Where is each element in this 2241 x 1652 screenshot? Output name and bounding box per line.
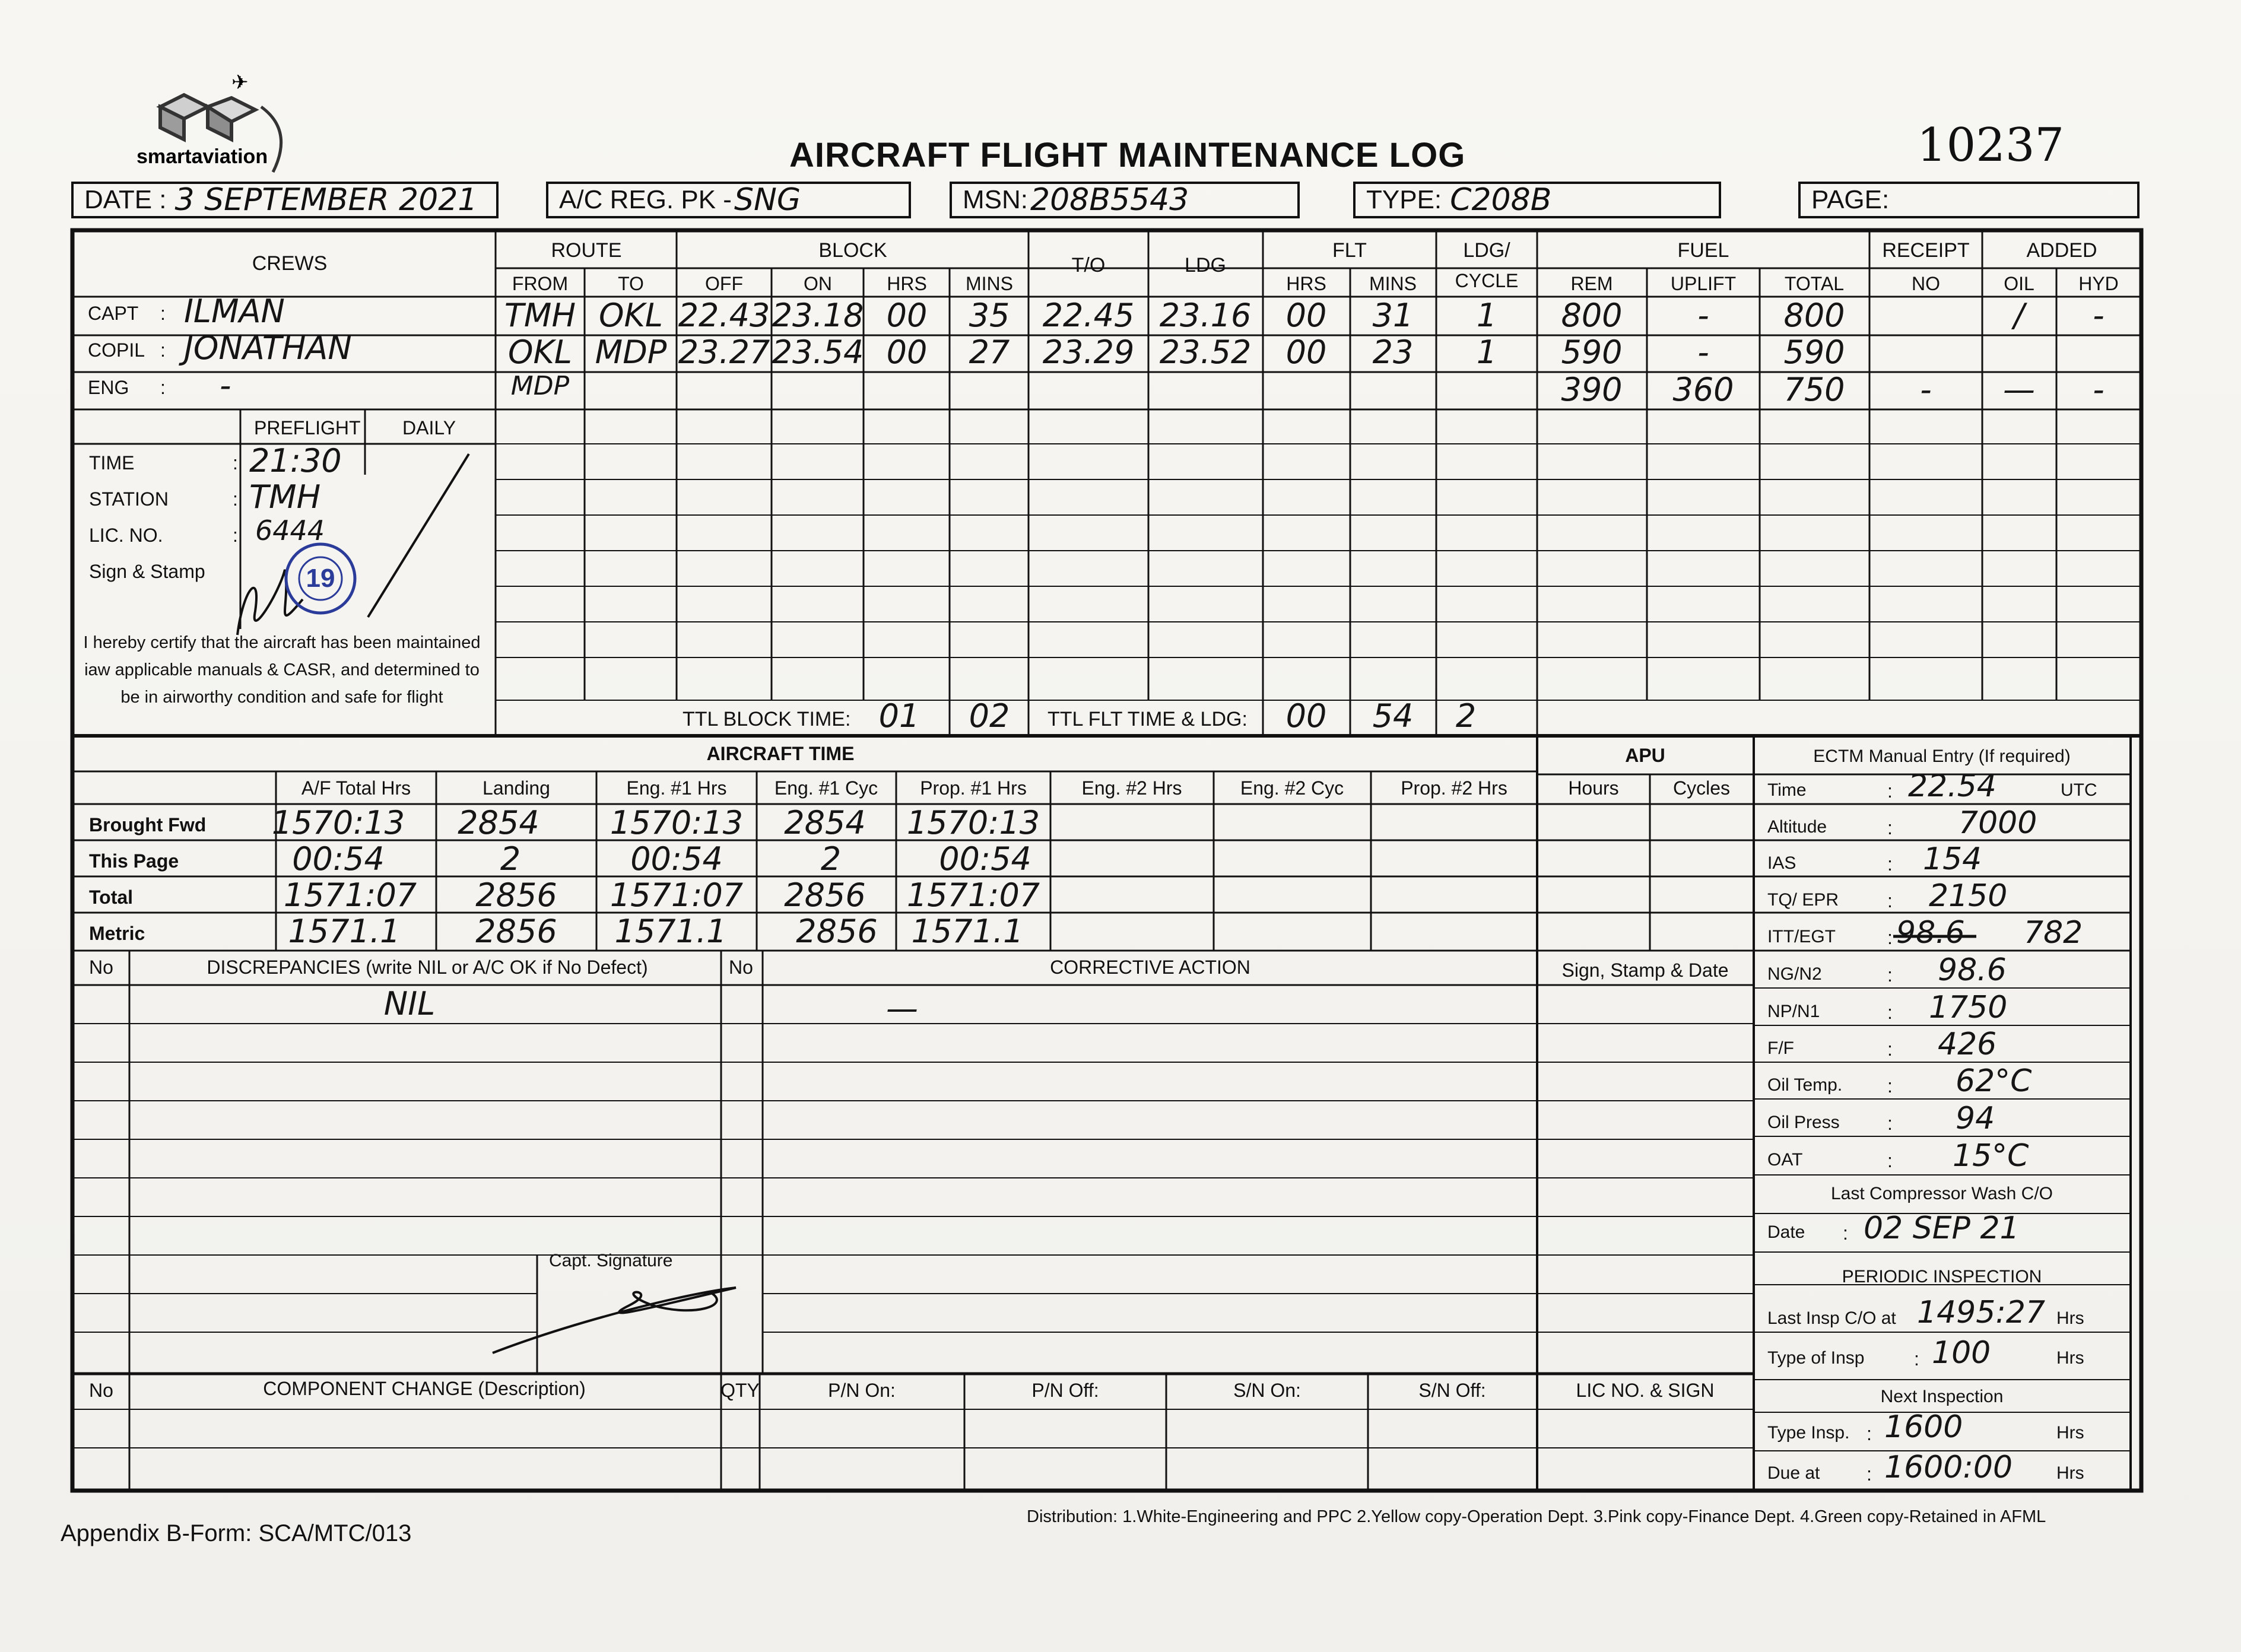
capt-signature-label: Capt. Signature	[549, 1251, 673, 1270]
distribution-note: Distribution: 1.White-Engineering and PPC 2.Yellow copy-Operation Dept. 3.Pink copy-Finance Dept. 4.Green copy-Retained in AFML	[1027, 1507, 2046, 1526]
ectm-oat-label: OAT	[1767, 1150, 1803, 1170]
crew-name-capt: ILMAN	[184, 293, 285, 330]
tot-landing: 2856	[475, 876, 557, 914]
row-total: Total	[89, 887, 134, 908]
preflight-lic-value: 6444	[255, 514, 325, 547]
leg1-hrs: 00	[886, 297, 928, 334]
row-metric: Metric	[89, 923, 145, 944]
leg2-rem: 590	[1561, 333, 1623, 371]
ectm-ias-label: IAS	[1767, 853, 1796, 873]
route-header: ROUTE	[551, 239, 622, 262]
due-at-hrs: Hrs	[2056, 1463, 2084, 1483]
leg3-total: 750	[1783, 371, 1845, 408]
ectm-oil-press-label: Oil Press	[1767, 1113, 1840, 1132]
ttl-block-mins: 02	[969, 697, 1010, 735]
preflight-station-value: TMH	[249, 478, 321, 516]
last-insp-hrs: Hrs	[2056, 1308, 2084, 1328]
receipt-no-header: NO	[1912, 273, 1940, 294]
bf-eng1-cyc: 2854	[784, 804, 866, 841]
met-prop1-hrs: 1571.1	[911, 913, 1024, 950]
leg1-to-time: 22.45	[1042, 297, 1135, 334]
next-type-value: 1600	[1884, 1409, 1963, 1445]
leg2-ldg: 23.52	[1159, 333, 1252, 371]
ectm-tq-value: 2150	[1929, 878, 2008, 914]
next-inspection-title: Next Inspection	[1880, 1387, 2004, 1406]
oil-header: OIL	[2004, 273, 2034, 294]
col-eng1-hrs: Eng. #1 Hrs	[626, 777, 727, 799]
ttl-block-label: TTL BLOCK TIME:	[683, 708, 851, 730]
last-insp-value: 1495:27	[1917, 1295, 2046, 1330]
leg2-total: 590	[1783, 333, 1845, 371]
met-eng1-cyc: 2856	[796, 913, 878, 950]
type-value: C208B	[1450, 182, 1552, 218]
daily-label: DAILY	[402, 417, 456, 439]
col-eng1-cyc: Eng. #1 Cyc	[774, 777, 878, 799]
capt-signature-scribble	[493, 1288, 736, 1353]
apu-hours: Hours	[1568, 777, 1619, 799]
corrective-no-label: No	[729, 957, 753, 978]
leg2-flt-mins: 23	[1372, 333, 1414, 371]
ectm-np-label: NP/N1	[1767, 1002, 1820, 1021]
leg1-flt-mins: 31	[1372, 297, 1414, 334]
tot-eng1-hrs: 1571:07	[610, 876, 744, 914]
ectm-title: ECTM Manual Entry (If required)	[1813, 746, 2071, 766]
ectm-oil-temp-label: Oil Temp.	[1767, 1075, 1843, 1095]
leg1-from: TMH	[504, 297, 576, 334]
ectm-itt-value: 782	[2024, 915, 2083, 951]
met-eng1-hrs: 1571.1	[614, 913, 727, 950]
flt-hrs-header: HRS	[1286, 273, 1326, 294]
tot-af-total: 1571:07	[283, 876, 417, 914]
leg3-oil: —	[2003, 371, 2035, 408]
corrective-action-title: CORRECTIVE ACTION	[1050, 957, 1250, 978]
tp-af-total: 00:54	[292, 840, 385, 878]
leg1-on: 23.18	[772, 297, 864, 334]
component-qty: QTY	[720, 1380, 760, 1401]
ectm-oil-temp-value: 62°C	[1956, 1063, 2032, 1099]
tp-eng1-cyc: 2	[820, 840, 842, 878]
leg3-from: MDP	[510, 371, 570, 401]
due-at-value: 1600:00	[1884, 1450, 2013, 1485]
compressor-wash-title: Last Compressor Wash C/O	[1831, 1184, 2053, 1203]
leg1-uplift: -	[1697, 297, 1709, 334]
block-mins-header: MINS	[966, 273, 1013, 294]
leg1-off: 22.43	[678, 297, 770, 334]
ectm-np-value: 1750	[1929, 990, 2008, 1025]
component-no-label: No	[89, 1380, 113, 1401]
preflight-label: PREFLIGHT	[254, 417, 361, 439]
bf-prop1-hrs: 1570:13	[906, 804, 1040, 841]
leg2-flt-hrs: 00	[1285, 333, 1327, 371]
leg2-hrs: 00	[886, 333, 928, 371]
flt-header: FLT	[1332, 239, 1367, 262]
leg1-ldg: 23.16	[1159, 297, 1252, 334]
ectm-oat-value: 15°C	[1953, 1138, 2029, 1174]
ectm-ng-value: 98.6	[1938, 952, 2007, 988]
acreg-label: A/C REG. PK -	[559, 185, 732, 214]
crew-role-copil: COPIL	[88, 339, 145, 361]
leg3-uplift: 360	[1672, 371, 1734, 408]
ectm-itt-label: ITT/EGT	[1767, 927, 1836, 946]
ectm-itt-struck-value: 98.6	[1896, 915, 1965, 951]
row-brought-fwd: Brought Fwd	[89, 814, 207, 835]
aircraft-time-title: AIRCRAFT TIME	[706, 743, 855, 764]
leg1-hyd: -	[2093, 297, 2104, 334]
leg3-rem: 390	[1561, 371, 1623, 408]
leg2-from: OKL	[508, 333, 572, 371]
flt-mins-header: MINS	[1369, 273, 1417, 294]
col-eng2-hrs: Eng. #2 Hrs	[1081, 777, 1182, 799]
preflight-signature-scribble	[237, 570, 303, 635]
preflight-time-label: TIME	[89, 452, 135, 474]
form-reference: Appendix B-Form: SCA/MTC/013	[61, 1520, 412, 1546]
maintenance-log-page: ✈ smartaviation AIRCRAFT FLIGHT MAINTENANCE LOG 10237 DATE : 3 SEPTEMBER 2021 A/C REG. PK - SNG MSN: 208B5543 TYPE: C208B PAGE: CREWS ROUTE FROM TO BLOCK OFF ON HRS MINS T/O LDG FLT HRS MINS LDG/ CYCLE FUEL REM UPLIFT TOTAL RECEIPT NO ADDED OIL HYD CAPT : ILMAN COPIL : JONATHAN ENG : - TMH OKL 22.43 23.18 00 35 22.45 23.16 00 31 1 800 - 800 / - OKL MDP 23.27 23.54 00 27 23.29 23.52 00 23 1 590 - 590 MDP 390 360 750 - — - PREFLIGHT DAILY TIME : 21:30 STATION : TMH LIC. NO. : 6444 Sign & Stamp 19 I hereby certify that the aircraft has been maintained iaw applicable manuals & CASR, and determined to be in airworthy condition and safe for flight TTL BLOCK TIME: 01 02 TTL FLT TIME & LDG: 00 54 2 AIRCRAFT TIME A/F Total Hrs Landing Eng. #1 Hrs Eng. #1 Cyc Prop. #1 Hrs Eng. #2 Hrs Eng. #2 Cyc Prop. #2 Hrs APU Hours Cycles Brought Fwd This Page Total Metric 1570:13 2854 1570:13 2854 1570:13 00:54 2 00:54 2 00:54 1571:07 2856 1571:07 2856 1571:07 1571.1 2856 1571.1 2856 1571.1 ECTM Manual Entry (If required) Time : 22.54 UTC Altitude : 7000 IAS : 154 TQ/ EPR : 2150 ITT/EGT : 98.6 782 NG/N2 : 98.6 NP/N1 : 1750 F/F : 426 Oil Temp. : 62°C Oil Press : 94 OAT : 15°C Last Compressor Wash C/O Date : 02 SEP 21 PERIODIC INSPECTION Last Insp C/O at 1495:27 Hrs Type of Insp : 100 Hrs Next Inspection Type Insp. : 1600 Hrs Due at : 1600:00 Hrs No DISCREPANCIES (write NIL or A/C OK if No Defect) NIL No CORRECTIVE ACTION — Sign, Stamp & Date Capt. Signature No COMPONENT CHANGE (Description) QTY P/N On: P/N Off: S/N On: S/N Off: LIC NO. & SIGN Appendix B-Form: SCA/MTC/013 Distribution: 1.White-Engineering and PPC 2.Yellow copy-Operation Dept. 3.Pink copy-Finance Dept. 4.Green copy-Retained in AFML	[0, 0, 2241, 1652]
ldg-cycle-header-1: LDG/	[1463, 239, 1510, 262]
crew-role-capt: CAPT	[88, 303, 139, 324]
col-af-total: A/F Total Hrs	[301, 777, 411, 799]
ttl-flt-mins: 54	[1372, 697, 1414, 735]
msn-label: MSN:	[963, 185, 1028, 214]
type-of-insp-value: 100	[1932, 1335, 1991, 1371]
last-insp-label: Last Insp C/O at	[1767, 1308, 1896, 1328]
certification-text: I hereby certify that the aircraft has been maintained iaw applicable manuals & CASR, and determined to be in airworthy condition and safe for flight	[83, 633, 481, 707]
ectm-altitude-label: Altitude	[1767, 817, 1827, 837]
added-header: ADDED	[2026, 239, 2097, 262]
leg1-flt-hrs: 00	[1285, 297, 1327, 334]
type-of-insp-hrs: Hrs	[2056, 1348, 2084, 1368]
ectm-tq-label: TQ/ EPR	[1767, 890, 1839, 910]
preflight-station-label: STATION	[89, 488, 169, 510]
met-landing: 2856	[475, 913, 557, 950]
leg1-oil: /	[2013, 297, 2025, 334]
hyd-header: HYD	[2078, 273, 2119, 294]
page-label: PAGE:	[1811, 185, 1890, 214]
leg2-on: 23.54	[772, 333, 864, 371]
crew-role-eng: ENG	[88, 377, 129, 398]
leg3-hyd: -	[2093, 371, 2104, 408]
sign-stamp-date-title: Sign, Stamp & Date	[1561, 960, 1729, 981]
col-prop1-hrs: Prop. #1 Hrs	[920, 777, 1027, 799]
col-prop2-hrs: Prop. #2 Hrs	[1401, 777, 1507, 799]
block-hrs-header: HRS	[887, 273, 927, 294]
discrepancy-entry: NIL	[383, 985, 436, 1022]
ldg-header: LDG	[1185, 254, 1226, 277]
preflight-time-value: 21:30	[249, 442, 342, 479]
periodic-inspection-title: PERIODIC INSPECTION	[1842, 1267, 2042, 1286]
uplift-header: UPLIFT	[1670, 273, 1737, 294]
form-number: 10237	[1917, 119, 2065, 172]
due-at-label: Due at	[1767, 1463, 1820, 1483]
date-value: 3 SEPTEMBER 2021	[174, 182, 478, 218]
ectm-time-label: Time	[1767, 780, 1807, 800]
leg1-cycle: 1	[1476, 297, 1497, 334]
ectm-ias-value: 154	[1923, 841, 1982, 877]
ectm-ng-label: NG/N2	[1767, 964, 1822, 984]
corrective-action-entry: —	[886, 990, 918, 1027]
leg3-receipt: -	[1920, 371, 1932, 408]
tot-eng1-cyc: 2856	[784, 876, 866, 914]
bf-af-total: 1570:13	[271, 804, 405, 841]
ectm-ff-label: F/F	[1767, 1038, 1794, 1058]
ectm-time-unit: UTC	[2061, 780, 2097, 800]
block-header: BLOCK	[818, 239, 887, 262]
leg1-rem: 800	[1561, 297, 1623, 334]
discrepancy-no-label: No	[89, 957, 113, 978]
rem-header: REM	[1570, 273, 1613, 294]
leg1-to: OKL	[599, 297, 663, 334]
ectm-altitude-value: 7000	[1959, 805, 2037, 841]
ttl-block-hrs: 01	[878, 697, 920, 735]
component-sn-on: S/N On:	[1233, 1380, 1301, 1401]
apu-cycles: Cycles	[1672, 777, 1731, 799]
met-af-total: 1571.1	[288, 913, 401, 950]
next-type-label: Type Insp.	[1767, 1423, 1850, 1443]
crew-name-copil: JONATHAN	[184, 329, 352, 367]
bf-eng1-hrs: 1570:13	[610, 804, 744, 841]
col-eng2-cyc: Eng. #2 Cyc	[1240, 777, 1344, 799]
leg1-mins: 35	[969, 297, 1010, 334]
fuel-header: FUEL	[1677, 239, 1729, 262]
leg2-uplift: -	[1697, 333, 1709, 371]
ectm-oil-press-value: 94	[1956, 1101, 1995, 1136]
date-label: DATE :	[84, 185, 167, 214]
preflight-lic-label: LIC. NO.	[89, 525, 163, 546]
type-label: TYPE:	[1366, 185, 1442, 214]
next-type-hrs: Hrs	[2056, 1423, 2084, 1443]
apu-title: APU	[1625, 745, 1665, 766]
leg2-cycle: 1	[1476, 333, 1497, 371]
leg1-total: 800	[1783, 297, 1845, 334]
receipt-header: RECEIPT	[1882, 239, 1970, 262]
bf-landing: 2854	[458, 804, 539, 841]
crews-header: CREWS	[252, 252, 328, 275]
msn-value: 208B5543	[1030, 182, 1189, 218]
form-title: AIRCRAFT FLIGHT MAINTENANCE LOG	[789, 136, 1466, 174]
compressor-wash-date-label: Date	[1767, 1222, 1805, 1242]
preflight-sign-label: Sign & Stamp	[89, 561, 205, 582]
stamp-number: 19	[306, 564, 335, 593]
row-this-page: This Page	[89, 850, 179, 872]
ttl-flt-label: TTL FLT TIME & LDG:	[1048, 708, 1248, 730]
crew-name-eng: -	[220, 367, 231, 404]
off-header: OFF	[705, 273, 743, 294]
svg-text:✈: ✈	[231, 71, 249, 94]
ttl-flt-hrs: 00	[1285, 697, 1327, 735]
to-header: TO	[618, 273, 644, 294]
leg2-to-time: 23.29	[1042, 333, 1135, 371]
tp-landing: 2	[500, 840, 521, 878]
component-pn-off: P/N Off:	[1031, 1380, 1099, 1401]
tot-prop1-hrs: 1571:07	[906, 876, 1040, 914]
component-lic-sign: LIC NO. & SIGN	[1576, 1380, 1715, 1401]
ectm-ff-value: 426	[1938, 1027, 1997, 1062]
acreg-value: SNG	[734, 182, 801, 218]
tp-prop1-hrs: 00:54	[939, 840, 1031, 878]
ectm-time-value: 22.54	[1908, 768, 1996, 804]
on-header: ON	[804, 273, 832, 294]
ldg-cycle-header-2: CYCLE	[1455, 270, 1519, 291]
to-time-header: T/O	[1071, 254, 1106, 277]
logo-text: smartaviation	[137, 145, 268, 168]
col-landing: Landing	[483, 777, 550, 799]
from-header: FROM	[512, 273, 569, 294]
compressor-wash-date-value: 02 SEP 21	[1864, 1211, 2020, 1246]
discrepancies-title: DISCREPANCIES (write NIL or A/C OK if No Defect)	[207, 957, 648, 978]
component-pn-on: P/N On:	[828, 1380, 896, 1401]
leg2-to: MDP	[595, 333, 667, 371]
component-change-title: COMPONENT CHANGE (Description)	[263, 1378, 586, 1399]
leg2-off: 23.27	[678, 333, 770, 371]
leg2-mins: 27	[969, 333, 1010, 371]
total-header: TOTAL	[1784, 273, 1845, 294]
ttl-ldg: 2	[1455, 697, 1477, 735]
component-sn-off: S/N Off:	[1418, 1380, 1486, 1401]
tp-eng1-hrs: 00:54	[630, 840, 723, 878]
type-of-insp-label: Type of Insp	[1767, 1348, 1865, 1368]
